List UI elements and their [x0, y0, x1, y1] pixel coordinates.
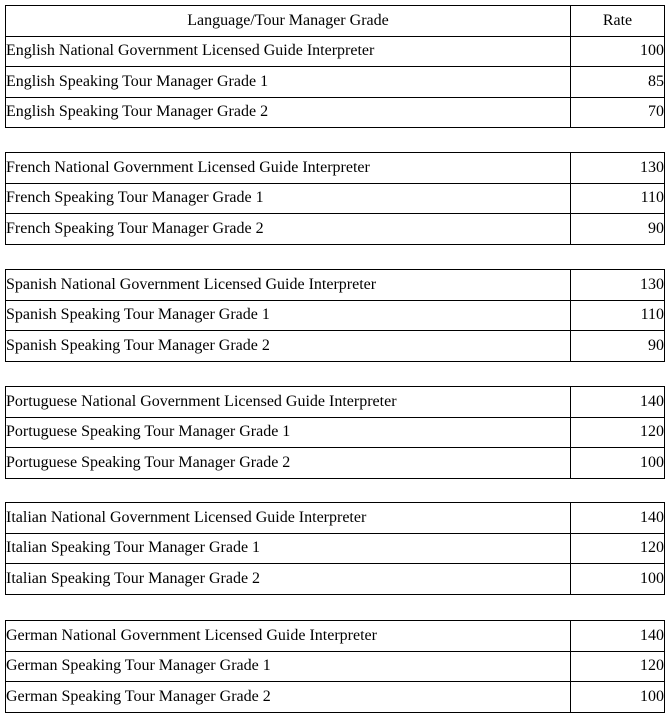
- table-row: [6, 331, 665, 362]
- portuguese-rate-table: [5, 386, 665, 479]
- grade-cell: French National Government Licensed Guide Interpreter: [6, 153, 571, 184]
- rate-cell: 100: [571, 682, 665, 713]
- table-row: [6, 564, 665, 595]
- rate-cell: 130: [571, 153, 665, 184]
- table-row: [6, 36, 665, 67]
- table-row: [6, 417, 665, 448]
- table-row: [6, 621, 665, 652]
- table-row: [6, 214, 665, 245]
- rate-cell: 110: [571, 300, 665, 331]
- grade-cell: French Speaking Tour Manager Grade 1: [6, 183, 571, 214]
- table-row: [6, 97, 665, 128]
- english-rate-table: [5, 5, 665, 128]
- grade-cell: Spanish National Government Licensed Guide Interpreter: [6, 270, 571, 301]
- rate-cell: 110: [571, 183, 665, 214]
- spanish-rate-table: [5, 269, 665, 362]
- french-rate-table: [5, 152, 665, 245]
- grade-cell: Spanish Speaking Tour Manager Grade 2: [6, 331, 571, 362]
- table-row: [6, 651, 665, 682]
- table-row: [6, 533, 665, 564]
- rate-cell: 140: [571, 387, 665, 418]
- german-rate-table: [5, 620, 665, 713]
- rate-cell: 90: [571, 331, 665, 362]
- grade-cell: French Speaking Tour Manager Grade 2: [6, 214, 571, 245]
- grade-cell: Italian Speaking Tour Manager Grade 2: [6, 564, 571, 595]
- table-row: [6, 448, 665, 479]
- rate-cell: 70: [571, 97, 665, 128]
- table-header-row: [6, 6, 665, 37]
- table-row: [6, 153, 665, 184]
- rate-cell: 100: [571, 564, 665, 595]
- table-row: [6, 682, 665, 713]
- rate-cell: 100: [571, 36, 665, 67]
- rate-cell: 140: [571, 621, 665, 652]
- rate-cell: 140: [571, 503, 665, 534]
- rate-cell: 120: [571, 417, 665, 448]
- grade-cell: English Speaking Tour Manager Grade 1: [6, 67, 571, 98]
- grade-cell: Portuguese Speaking Tour Manager Grade 2: [6, 448, 571, 479]
- header-grade: Language/Tour Manager Grade: [6, 6, 571, 37]
- table-row: [6, 503, 665, 534]
- grade-cell: Italian Speaking Tour Manager Grade 1: [6, 533, 571, 564]
- grade-cell: Portuguese Speaking Tour Manager Grade 1: [6, 417, 571, 448]
- grade-cell: German Speaking Tour Manager Grade 2: [6, 682, 571, 713]
- italian-rate-table: [5, 502, 665, 595]
- rate-cell: 130: [571, 270, 665, 301]
- grade-cell: German Speaking Tour Manager Grade 1: [6, 651, 571, 682]
- rate-cell: 90: [571, 214, 665, 245]
- table-row: [6, 300, 665, 331]
- table-row: [6, 183, 665, 214]
- table-row: [6, 387, 665, 418]
- rate-cell: 120: [571, 651, 665, 682]
- rate-cell: 120: [571, 533, 665, 564]
- grade-cell: German National Government Licensed Guide Interpreter: [6, 621, 571, 652]
- table-row: [6, 270, 665, 301]
- header-rate: Rate: [571, 6, 665, 37]
- grade-cell: English National Government Licensed Guide Interpreter: [6, 36, 571, 67]
- grade-cell: Portuguese National Government Licensed Guide Interpreter: [6, 387, 571, 418]
- table-row: [6, 67, 665, 98]
- grade-cell: English Speaking Tour Manager Grade 2: [6, 97, 571, 128]
- rate-cell: 85: [571, 67, 665, 98]
- grade-cell: Spanish Speaking Tour Manager Grade 1: [6, 300, 571, 331]
- grade-cell: Italian National Government Licensed Guide Interpreter: [6, 503, 571, 534]
- rate-cell: 100: [571, 448, 665, 479]
